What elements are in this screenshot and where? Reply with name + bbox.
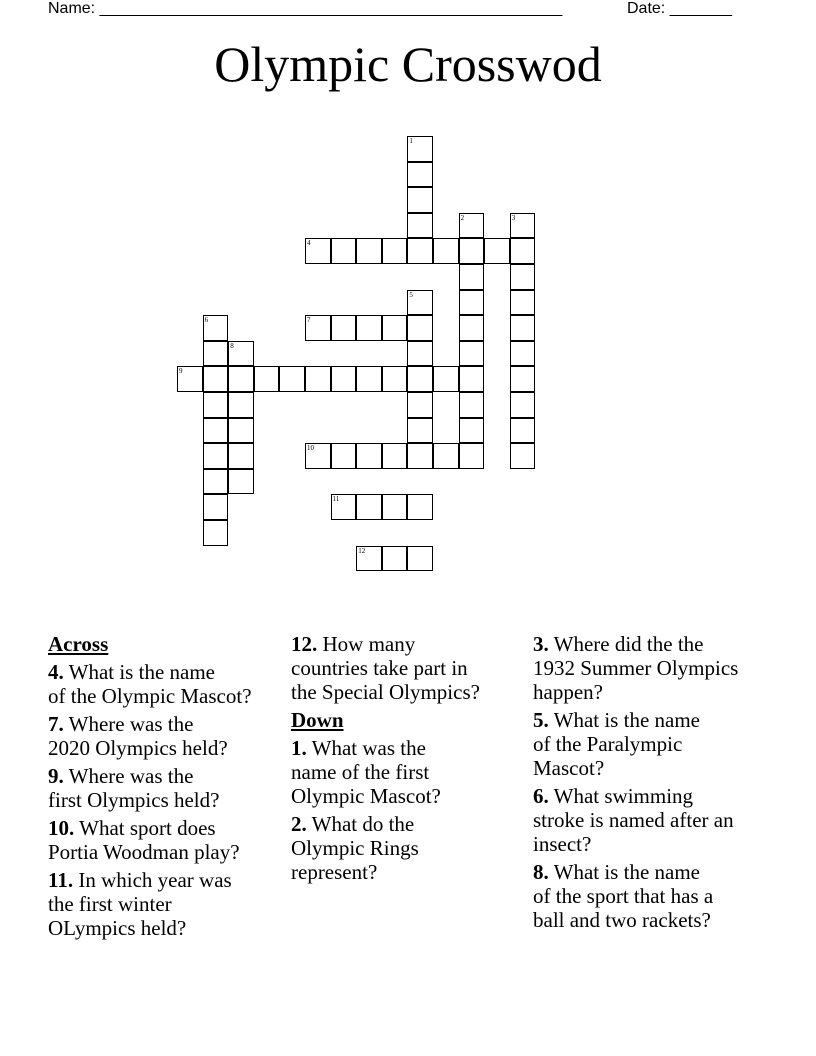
clue-down-6 bbox=[533, 784, 783, 856]
clue-number: 1. bbox=[291, 736, 307, 760]
grid-cell[interactable] bbox=[510, 341, 536, 367]
clue-down-8 bbox=[533, 860, 783, 932]
grid-cell[interactable] bbox=[459, 366, 485, 392]
cell-number: 1 bbox=[409, 137, 413, 145]
clue-number: 9. bbox=[48, 764, 64, 788]
clue-number: 8. bbox=[533, 860, 549, 884]
grid-cell[interactable] bbox=[459, 213, 485, 239]
grid-cell[interactable] bbox=[279, 366, 305, 392]
clue-text: What was the name of the first Olympic Mascot? bbox=[291, 736, 441, 808]
grid-cell[interactable] bbox=[203, 315, 229, 341]
grid-cell[interactable] bbox=[177, 366, 203, 392]
grid-cell[interactable] bbox=[433, 366, 459, 392]
grid-cell[interactable] bbox=[228, 341, 254, 367]
cell-number: 6 bbox=[204, 316, 209, 325]
grid-cell[interactable] bbox=[407, 366, 433, 392]
grid-cell[interactable] bbox=[228, 418, 254, 444]
name-field-label: Name: ____________________________________________________ bbox=[48, 0, 563, 17]
grid-cell[interactable] bbox=[382, 238, 408, 264]
clue-text: What swimming stroke is named after an insect? bbox=[533, 784, 734, 856]
grid-cell[interactable] bbox=[407, 341, 433, 367]
clue-text: Where was the 2020 Olympics held? bbox=[48, 712, 228, 760]
grid-cell[interactable] bbox=[510, 213, 536, 239]
grid-cell[interactable] bbox=[510, 238, 536, 264]
cell-number: 12 bbox=[358, 546, 366, 555]
cell-number: 5 bbox=[409, 290, 413, 299]
grid-cell[interactable] bbox=[305, 238, 331, 264]
grid-cell[interactable] bbox=[382, 366, 408, 392]
grid-cell[interactable] bbox=[433, 238, 459, 264]
clue-number: 3. bbox=[533, 632, 549, 656]
grid-cell[interactable] bbox=[356, 546, 382, 572]
grid-cell[interactable] bbox=[356, 443, 382, 469]
grid-cell[interactable] bbox=[407, 162, 433, 188]
grid-cell[interactable] bbox=[228, 366, 254, 392]
grid-cell[interactable] bbox=[305, 443, 331, 469]
grid-cell[interactable] bbox=[459, 315, 485, 341]
grid-cell[interactable] bbox=[459, 418, 485, 444]
grid-cell[interactable] bbox=[382, 315, 408, 341]
cell-number: 7 bbox=[307, 316, 311, 325]
grid-cell[interactable] bbox=[407, 238, 433, 264]
grid-cell[interactable] bbox=[254, 366, 280, 392]
clue-down-1 bbox=[291, 736, 531, 808]
grid-cell[interactable] bbox=[203, 520, 229, 546]
clue-down-2 bbox=[291, 812, 531, 884]
grid-cell[interactable] bbox=[407, 392, 433, 418]
clue-across-9 bbox=[48, 764, 288, 812]
down-heading: Down bbox=[291, 708, 344, 732]
grid-cell[interactable] bbox=[356, 366, 382, 392]
grid-cell[interactable] bbox=[484, 238, 510, 264]
grid-cell[interactable] bbox=[203, 494, 229, 520]
grid-cell[interactable] bbox=[331, 238, 357, 264]
clue-text: What sport does Portia Woodman play? bbox=[48, 816, 240, 864]
grid-cell[interactable] bbox=[433, 443, 459, 469]
grid-cell[interactable] bbox=[407, 443, 433, 469]
clues-column-2 bbox=[291, 632, 531, 888]
grid-cell[interactable] bbox=[407, 290, 433, 316]
grid-cell[interactable] bbox=[407, 315, 433, 341]
cell-number: 4 bbox=[307, 239, 311, 248]
clue-text: Where did the the 1932 Summer Olympics happen? bbox=[533, 632, 739, 704]
grid-cell[interactable] bbox=[510, 443, 536, 469]
grid-cell[interactable] bbox=[203, 366, 229, 392]
clue-down-5 bbox=[533, 708, 783, 780]
clue-across-10 bbox=[48, 816, 288, 864]
grid-cell[interactable] bbox=[228, 392, 254, 418]
clue-number: 4. bbox=[48, 660, 64, 684]
grid-cell[interactable] bbox=[407, 546, 433, 572]
grid-cell[interactable] bbox=[203, 469, 229, 495]
cell-number: 10 bbox=[307, 444, 314, 453]
clue-text: What is the name of the Paralympic Mascot? bbox=[533, 708, 700, 780]
grid-cell[interactable] bbox=[510, 315, 536, 341]
grid-cell[interactable] bbox=[510, 392, 536, 418]
across-heading: Across bbox=[48, 632, 109, 656]
clue-text: How many countries take part in the Special Olympics? bbox=[291, 632, 480, 704]
clue-across-4 bbox=[48, 660, 288, 708]
cell-number: 8 bbox=[230, 341, 234, 350]
cell-number: 9 bbox=[179, 367, 183, 376]
clues-column-3 bbox=[533, 632, 783, 936]
cell-number: 11 bbox=[332, 495, 340, 504]
grid-cell[interactable] bbox=[459, 264, 485, 290]
clue-text: What is the name of the sport that has a ball and two rackets? bbox=[533, 860, 714, 932]
grid-cell[interactable] bbox=[510, 290, 536, 316]
grid-cell[interactable] bbox=[203, 443, 229, 469]
clue-number: 12. bbox=[291, 632, 318, 656]
grid-cell[interactable] bbox=[356, 238, 382, 264]
clue-across-12 bbox=[291, 632, 531, 704]
clue-text: Where was the first Olympics held? bbox=[48, 764, 220, 812]
grid-cell[interactable] bbox=[203, 392, 229, 418]
grid-cell[interactable] bbox=[331, 443, 357, 469]
grid-cell[interactable] bbox=[382, 546, 408, 572]
grid-cell[interactable] bbox=[203, 341, 229, 367]
clue-number: 11. bbox=[48, 868, 74, 892]
grid-cell[interactable] bbox=[459, 341, 485, 367]
grid-cell[interactable] bbox=[382, 443, 408, 469]
cell-number: 2 bbox=[460, 213, 465, 222]
grid-cell[interactable] bbox=[459, 443, 485, 469]
grid-cell[interactable] bbox=[510, 366, 536, 392]
cell-number: 3 bbox=[511, 213, 516, 222]
clue-text: In which year was the first winter OLympics held? bbox=[48, 868, 232, 940]
grid-cell[interactable] bbox=[228, 443, 254, 469]
date-field-label: Date: _______ bbox=[627, 0, 732, 17]
clue-number: 5. bbox=[533, 708, 549, 732]
grid-cell[interactable] bbox=[407, 213, 433, 239]
grid-cell[interactable] bbox=[510, 418, 536, 444]
clue-text: What do the Olympic Rings represent? bbox=[291, 812, 419, 884]
grid-cell[interactable] bbox=[407, 187, 433, 213]
grid-cell[interactable] bbox=[203, 418, 229, 444]
grid-cell[interactable] bbox=[459, 238, 485, 264]
grid-cell[interactable] bbox=[356, 315, 382, 341]
grid-cell[interactable] bbox=[356, 494, 382, 520]
grid-cell[interactable] bbox=[407, 136, 433, 162]
page-title: Olympic Crosswod bbox=[214, 36, 602, 92]
grid-cell[interactable] bbox=[305, 315, 331, 341]
clue-text: What is the name of the Olympic Mascot? bbox=[48, 660, 252, 708]
grid-cell[interactable] bbox=[407, 494, 433, 520]
grid-cell[interactable] bbox=[305, 366, 331, 392]
grid-cell[interactable] bbox=[228, 469, 254, 495]
grid-cell[interactable] bbox=[407, 418, 433, 444]
grid-cell[interactable] bbox=[382, 494, 408, 520]
clue-number: 10. bbox=[48, 816, 75, 840]
grid-cell[interactable] bbox=[510, 264, 536, 290]
grid-cell[interactable] bbox=[331, 315, 357, 341]
clue-across-7 bbox=[48, 712, 288, 760]
clue-number: 6. bbox=[533, 784, 549, 808]
clue-across-11 bbox=[48, 868, 288, 940]
grid-cell[interactable] bbox=[459, 290, 485, 316]
clues-column-1 bbox=[48, 632, 288, 944]
clue-down-3 bbox=[533, 632, 783, 704]
clue-number: 7. bbox=[48, 712, 64, 736]
grid-cell[interactable] bbox=[331, 494, 357, 520]
grid-cell[interactable] bbox=[459, 392, 485, 418]
clue-number: 2. bbox=[291, 812, 307, 836]
grid-cell[interactable] bbox=[331, 366, 357, 392]
